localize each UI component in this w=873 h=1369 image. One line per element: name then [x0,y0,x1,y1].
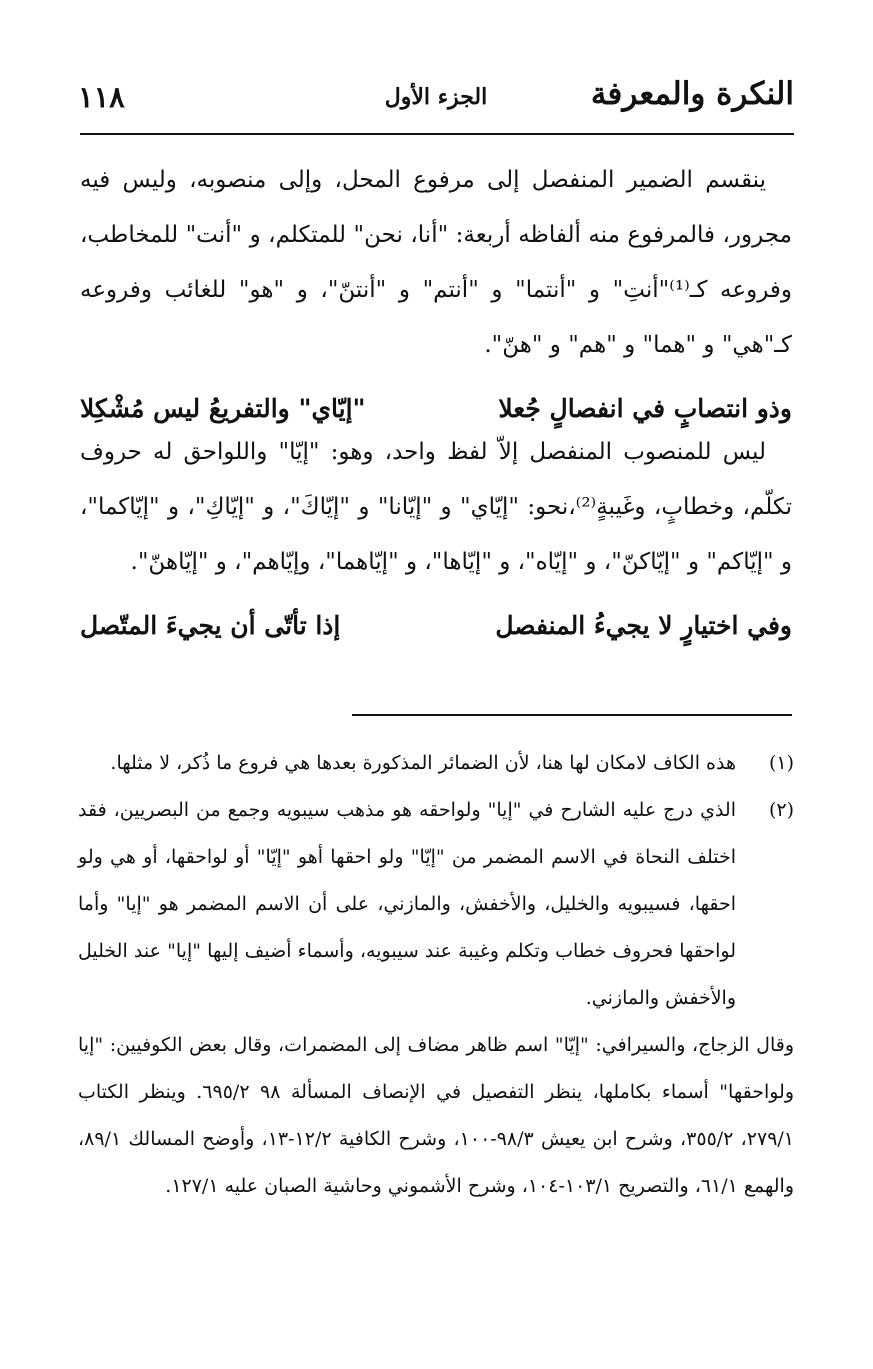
footnote-1 [78,740,794,787]
page-number: ١١٨ [78,80,125,114]
verse-second-hemistich: إذا تأتّى أن يجيءَ المتّصل [80,611,341,640]
verse-first-hemistich: وفي اختيارٍ لا يجيءُ المنفصل [495,611,792,640]
verse-second-hemistich: "إيّاي" والتفريعُ ليس مُشْكِلا [80,394,366,423]
part-title: الجزء الأول [384,84,488,110]
chapter-title: النكرة والمعرفة [590,76,794,112]
footnote-2-continuation: وقال الزجاج، والسيرافي: "إيّا" اسم ظاهر مضاف إلى المضمرات، وقال بعض الكوفيين: "إيا ولواحقها" أسماء بكاملها، ينظر التفصيل في الإنصاف المسألة ٩٨ ٦٩٥/٢. وينظر الكتاب ٢٧٩/١، ٣٥٥/٢، وشرح ابن يعيش ٩٨/٣-١٠٠، وشرح الكافية ١٢/٢-١٣، وأوضح المسالك ٨٩/١، والهمع ٦١/١، والتصريح ١٠٣/١-١٠٤، وشرح الأشموني وحاشية الصبان عليه ١٢٧/١. [78,1034,795,1197]
verse-first-hemistich: وذو انتصابٍ في انفصالٍ جُعلا [498,394,792,423]
verse-line [80,590,792,642]
paragraph-separate-pronoun: ينقسم الضمير المنفصل إلى مرفوع المحل، وإلى منصوبه، وليس فيه مجرور، فالمرفوع منه ألفاظه أربعة: "أنا، نحن" للمتكلم، و "أنت" للمخاطب، وفروعه كـ⁽¹⁾"أنتِ" و "أنتما" و "أنتم" و "أنتنّ"، و "هو" للغائب وفروعه كـ"هي" و "هما" و "هم" و "هنّ". [80,167,792,358]
header-rule [80,133,794,135]
main-text [80,153,792,642]
footnote-number: (١) [768,752,794,774]
verse-line [80,373,792,425]
paragraph-accusative-pronoun: ليس للمنصوب المنفصل إلاّ لفظ واحد، وهو: "إيّا" واللواحق له حروف تكلّم، وخطابٍ، وغَيبةٍ⁽²⁾،نحو: "إيّاي" و "إيّانا" و "إيّاكَ"، و "إيّاكِ"، و "إيّاكما"، و "إيّاكم" و "إيّاكنّ"، و "إيّاه"، و "إيّاها"، و "إيّاهما"، وإيّاهم"، و "إيّاهنّ". [80,439,792,575]
footnote-text: هذه الكاف لامكان لها هنا، لأن الضمائر المذكورة بعدها هي فروع ما ذُكر، لا مثلها. [110,752,736,774]
footnote-number: (٢) [768,799,794,821]
footnote-separator [352,714,792,716]
footnote-text: الذي درج عليه الشارح في "إيا" ولواحقه هو مذهب سيبويه وجمع من البصريين، فقد اختلف النحاة في الاسم المضمر من "إيّا" ولو احقها أهو "إيّا" أو لواحقها، أو هي ولو احقها، فسيبويه والخليل، والأخفش، والمازني، على أن الاسم المضمر هو "إيا" وأما لواحقها فحروف خطاب وتكلم وغيبة عند سيبويه، وأسماء أضيف إليها "إيا" عند الخليل والأخفش والمازني. [78,799,736,1009]
footnote-2 [78,787,794,1022]
footnotes [78,740,794,1210]
page-header [78,74,794,134]
